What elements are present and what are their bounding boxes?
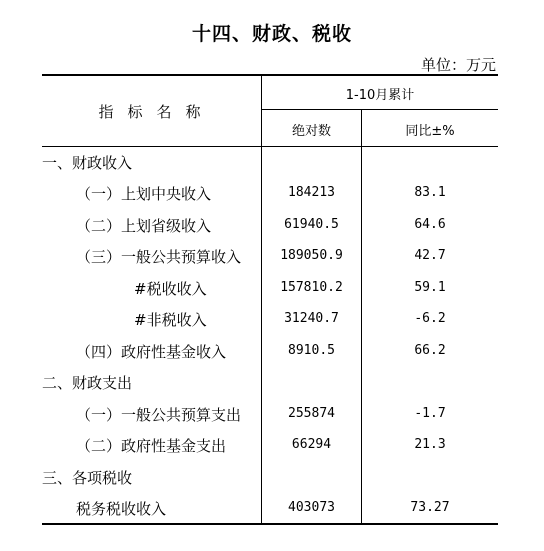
header-bottom-border [42,146,498,147]
row-label: 一、财政收入 [42,154,133,172]
row-absolute-value: 184213 [288,185,335,200]
row-yoy-value: -1.7 [414,406,446,421]
row-yoy-value: -6.2 [414,311,446,326]
row-label: （一）上划中央收入 [76,185,212,203]
unit-label: 单位：万元 [420,56,496,74]
table-row [42,215,498,246]
table-row [42,372,498,403]
row-yoy-value: 64.6 [414,217,446,232]
row-label: （二）政府性基金支出 [76,437,227,455]
table-row [42,309,498,340]
table-top-border [42,74,498,76]
table-row [42,278,498,309]
table-row [42,246,498,277]
header-indicator-name: 指标名称 [98,103,215,121]
row-yoy-value: 59.1 [414,280,446,295]
table-row [42,435,498,466]
row-yoy-value: 42.7 [414,248,446,263]
row-absolute-value: 403073 [288,500,335,515]
table-row [42,467,498,498]
row-yoy-value: 83.1 [414,185,446,200]
row-yoy-value: 73.27 [410,500,450,515]
row-absolute-value: 255874 [288,406,335,421]
page-title: 十四、财政、税收 [191,23,352,45]
row-label: 税务税收收入 [76,500,167,518]
header-absolute: 绝对数 [291,124,331,139]
row-label: 三、各项税收 [42,469,133,487]
row-label: （一）一般公共预算支出 [76,406,242,424]
row-label: #税收收入 [134,280,207,298]
row-label: （二）上划省级收入 [76,217,212,235]
header-yoy: 同比±% [405,124,455,139]
table-row [42,498,498,529]
row-label: （三）一般公共预算收入 [76,248,242,266]
row-yoy-value: 21.3 [414,437,446,452]
row-absolute-value: 189050.9 [280,248,343,263]
row-absolute-value: 8910.5 [288,343,335,358]
row-label: 二、财政支出 [42,374,133,392]
table-row [42,183,498,214]
table-row [42,341,498,372]
row-absolute-value: 157810.2 [280,280,343,295]
row-label: （四）政府性基金收入 [76,343,227,361]
row-label: #非税收入 [134,311,207,329]
row-absolute-value: 31240.7 [284,311,339,326]
row-absolute-value: 61940.5 [284,217,339,232]
table-row [42,404,498,435]
table-row [42,152,498,183]
row-yoy-value: 66.2 [414,343,446,358]
row-absolute-value: 66294 [291,437,332,452]
header-period-divider [262,109,498,110]
header-period: 1-10月累计 [345,88,415,103]
